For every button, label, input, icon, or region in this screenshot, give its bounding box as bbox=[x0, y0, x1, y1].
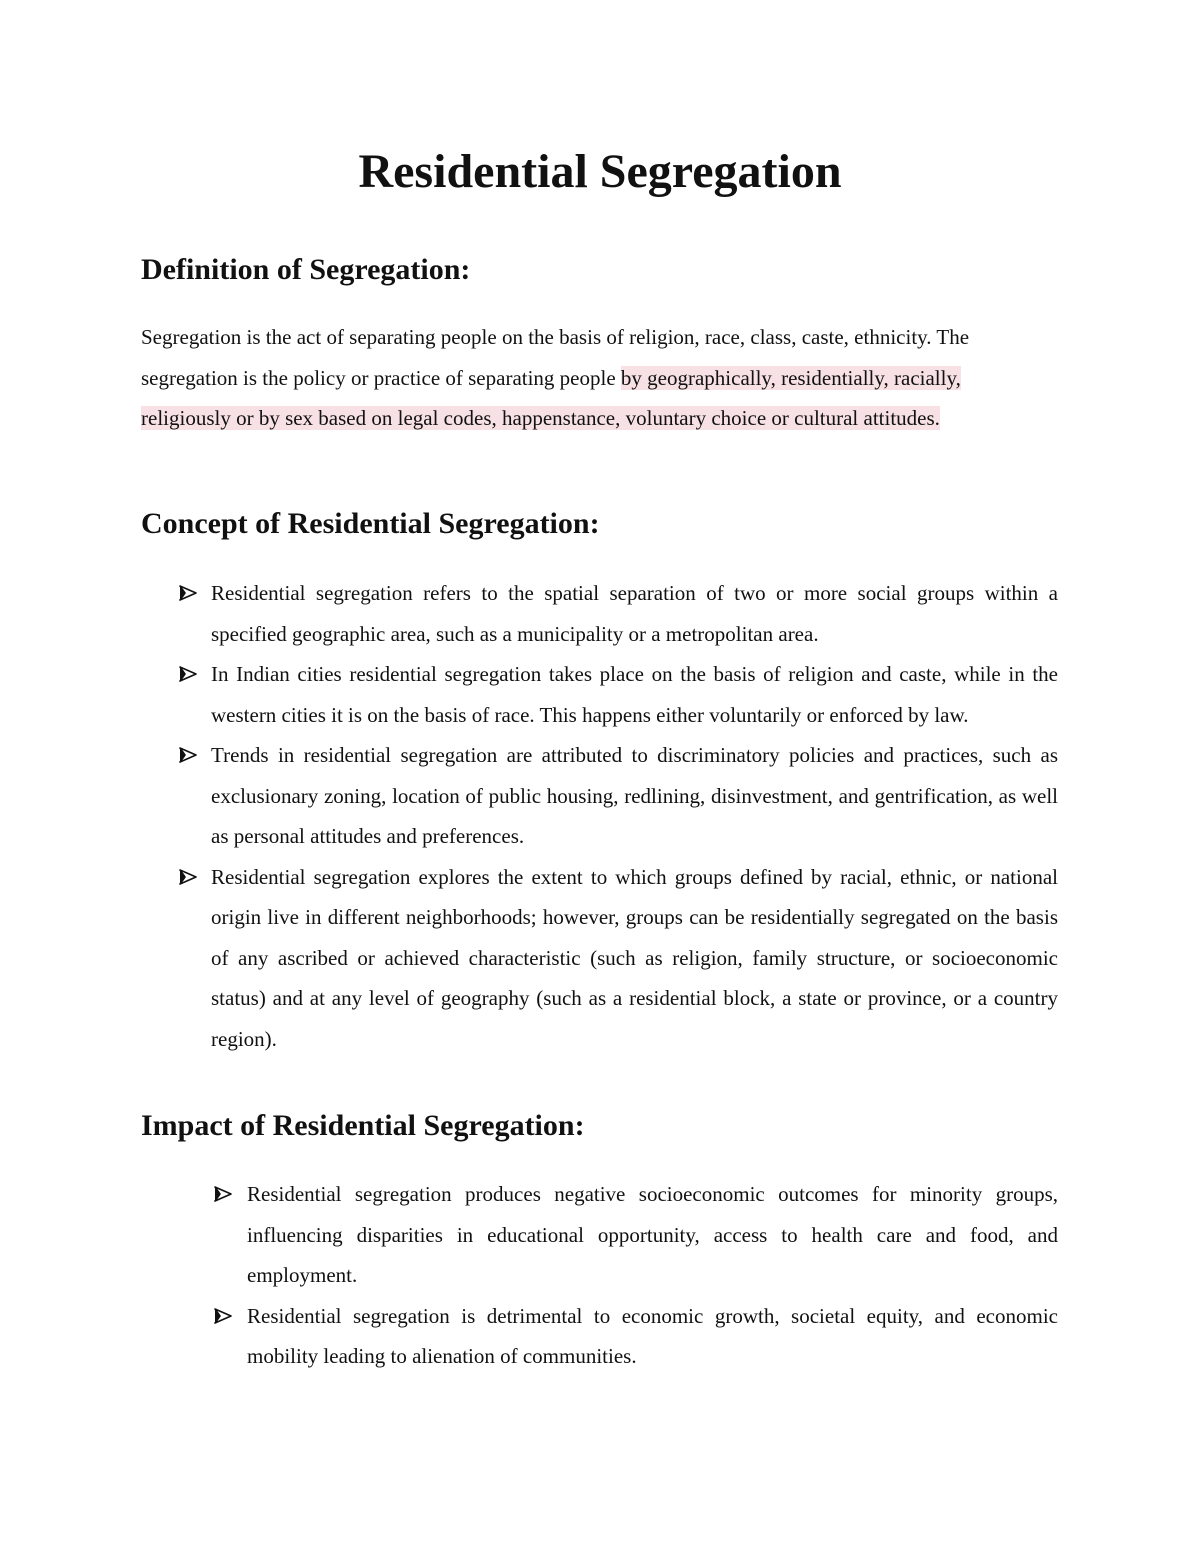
list-item bbox=[211, 1174, 1058, 1296]
impact-list bbox=[211, 1174, 1058, 1377]
list-item bbox=[176, 654, 1058, 735]
list-item-text: Residential segregation explores the extent to which groups defined by racial, ethnic, or national origin live in different neighborhoods; however, groups can be residentially segregated on the basis of any ascribed or achieved characteristic (such as religion, family structure, or socioeconomic status) and at any level of geography (such as a residential block, a state or province, or a country region). bbox=[211, 864, 1058, 1051]
arrowhead-bullet-icon bbox=[176, 654, 200, 695]
list-item-text: Residential segregation is detrimental to economic growth, societal equity, and economic mobility leading to alienation of communities. bbox=[247, 1303, 1058, 1368]
list-item-text: Residential segregation produces negative socioeconomic outcomes for minority groups, influencing disparities in educational opportunity, access to health care and food, and employment. bbox=[247, 1182, 1058, 1287]
arrowhead-bullet-icon bbox=[211, 1296, 235, 1337]
concept-list bbox=[176, 573, 1058, 1059]
list-item-text: Residential segregation refers to the spatial separation of two or more social groups within a specified geographic area, such as a municipality or a metropolitan area. bbox=[211, 581, 1058, 646]
concept-heading: Concept of Residential Segregation: bbox=[141, 507, 600, 540]
definition-paragraph bbox=[141, 317, 1041, 439]
list-item-text: In Indian cities residential segregation takes place on the basis of religion and caste, while in the western cities it is on the basis of race. This happens either voluntarily or enforced by law. bbox=[211, 662, 1058, 727]
list-item-text: Trends in residential segregation are attributed to discriminatory policies and practices, such as exclusionary zoning, location of public housing, redlining, disinvestment, and gentrification, as well as personal attitudes and preferences. bbox=[211, 743, 1058, 848]
impact-heading: Impact of Residential Segregation: bbox=[141, 1109, 585, 1142]
list-item bbox=[176, 573, 1058, 654]
arrowhead-bullet-icon bbox=[211, 1174, 235, 1215]
arrowhead-bullet-icon bbox=[176, 573, 200, 614]
definition-highlighted-text: by geographically, residentially, racially, religiously or by sex based on legal codes, happenstance, voluntary choice or cultural attitudes. bbox=[141, 365, 961, 430]
arrowhead-bullet-icon bbox=[176, 735, 200, 776]
definition-heading: Definition of Segregation: bbox=[141, 253, 471, 286]
list-item bbox=[211, 1296, 1058, 1377]
page-title: Residential Segregation bbox=[358, 145, 842, 198]
list-item bbox=[176, 735, 1058, 857]
arrowhead-bullet-icon bbox=[176, 857, 200, 898]
list-item bbox=[176, 857, 1058, 1060]
definition-text: Segregation is the act of separating people on the basis of religion, race, class, caste, ethnicity. The segregation is the policy or practice of separating people bbox=[141, 325, 970, 390]
